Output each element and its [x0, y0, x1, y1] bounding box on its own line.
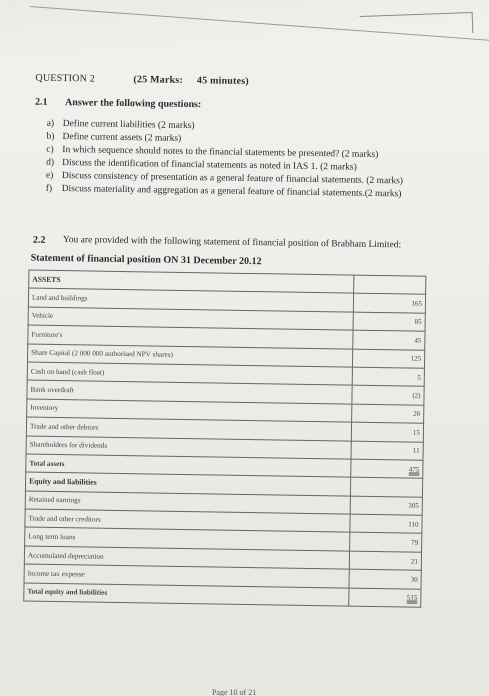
- row-label: Income tax expense: [24, 564, 349, 587]
- question-item-b: [46, 132, 181, 144]
- row-label: Cash on hand (cash float): [27, 362, 352, 385]
- row-label: ASSETS: [29, 270, 354, 293]
- row-value-text: 79: [411, 538, 419, 547]
- row-label: Equity and liabilities: [25, 472, 350, 495]
- question-marks: [133, 74, 249, 87]
- row-value: [351, 459, 423, 479]
- row-value: [353, 312, 425, 332]
- row-value: [351, 441, 423, 461]
- row-value-text: (2): [412, 391, 421, 400]
- question-marks-value: (25 Marks:: [133, 74, 184, 86]
- statement-title: Statement of financial position ON 31 December 20.12: [30, 252, 262, 268]
- section-number-2-1: 2.1: [34, 96, 48, 108]
- row-value-text: 85: [414, 318, 422, 327]
- financial-position-table: [23, 270, 426, 608]
- row-label: Accumulated depreciation: [24, 546, 349, 569]
- item-text: Define current liabilities (2 marks): [62, 119, 195, 132]
- row-value-text: 125: [410, 354, 422, 363]
- row-value-text: 305: [408, 501, 419, 511]
- question-item-f: [46, 184, 402, 200]
- row-value-text: 26: [413, 410, 421, 419]
- row-value: [352, 349, 424, 369]
- question-item-a: [47, 119, 195, 131]
- question-title: QUESTION 2: [35, 72, 96, 85]
- question-minutes: 45 minutes): [196, 75, 249, 87]
- row-label: Vehicle: [28, 307, 353, 330]
- row-label: Bank overdraft: [27, 380, 352, 403]
- item-text: In which sequence should notes to the financial statements be presented? (2 marks): [62, 145, 379, 160]
- section-text-2-2: You are provided with the following statement of financial position of Brabham Limited:: [62, 235, 402, 251]
- row-value: [350, 533, 422, 553]
- row-value: [352, 404, 424, 424]
- row-value: [351, 422, 423, 442]
- row-value: [352, 367, 424, 387]
- row-value: [349, 551, 421, 571]
- row-value: [350, 514, 422, 534]
- row-value-text: 165: [411, 299, 423, 308]
- row-label: Share Capital (2 000 000 authorised NPV shares): [27, 344, 352, 367]
- row-value-text: 515: [406, 593, 418, 602]
- row-value-text: 110: [408, 520, 419, 529]
- row-value: [350, 496, 422, 516]
- row-value-text: 5: [417, 373, 421, 382]
- item-label: a): [46, 118, 55, 129]
- item-text: Discuss the identification of financial statements as noted in IAS 1. (2 marks): [62, 158, 357, 173]
- row-value: [350, 477, 422, 497]
- row-value-text: 15: [412, 428, 421, 437]
- row-value-text: 11: [412, 446, 420, 455]
- row-value-text: 475: [408, 465, 420, 474]
- row-label: Retained earnings: [25, 491, 350, 514]
- section-number-2-2: 2.2: [32, 234, 46, 246]
- row-value: [349, 569, 421, 589]
- row-label: Land and buildings: [28, 288, 353, 311]
- row-value: [349, 588, 421, 608]
- row-label: Shareholders for dividends: [26, 436, 351, 459]
- row-label: Total assets: [26, 454, 351, 477]
- row-label: Inventory: [27, 399, 352, 422]
- financial-position-table-body: [24, 270, 426, 607]
- section-heading-2-1: Answer the following questions:: [64, 97, 202, 111]
- row-value: [354, 275, 426, 295]
- item-label: e): [45, 170, 54, 181]
- item-text: Discuss materiality and aggregation as a general feature of financial statements.(2 marks): [61, 184, 402, 200]
- item-label: d): [46, 157, 55, 168]
- row-label: Trade and other creditors: [25, 509, 350, 532]
- question-heading: [35, 72, 249, 87]
- row-value-text: 21: [410, 557, 418, 566]
- item-label: f): [45, 183, 53, 194]
- row-value: [353, 330, 425, 350]
- row-label: Trade and other debtors: [26, 417, 351, 440]
- question-item-d: [46, 158, 357, 173]
- row-value: [353, 294, 425, 314]
- row-value-text: 45: [414, 336, 422, 345]
- row-value: [352, 385, 424, 405]
- item-label: b): [46, 131, 55, 142]
- page-number: Page 10 of 21: [212, 688, 257, 696]
- row-value-text: 30: [410, 575, 418, 584]
- row-label: Total equity and liabilities: [24, 583, 349, 606]
- row-label: Furniture's: [28, 325, 353, 348]
- item-label: c): [46, 144, 54, 155]
- row-label: Long term loans: [25, 527, 350, 550]
- item-text: Define current assets (2 marks): [62, 132, 182, 144]
- item-text: Discuss consistency of presentation as a general feature of financial statements. (2 marks): [61, 171, 404, 187]
